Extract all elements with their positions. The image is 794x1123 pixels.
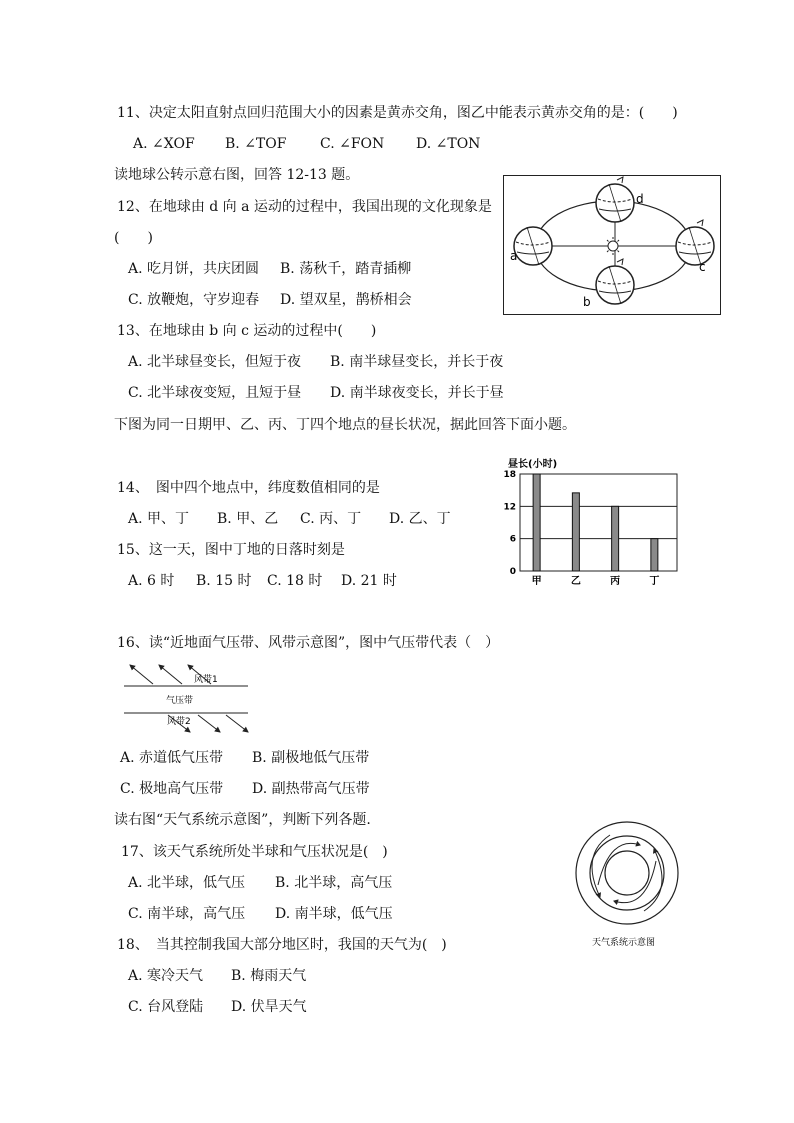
q12-option-b: B. 荡秋千，踏青插柳	[280, 261, 412, 277]
chart-xtick-label: 丙	[610, 576, 621, 587]
q13-option-b: B. 南半球昼变长，并长于夜	[330, 354, 504, 370]
q12-option-a: A. 吃月饼，共庆团圆	[128, 261, 260, 277]
q15-stem: 15、这一天，图中丁地的日落时刻是	[117, 542, 345, 558]
q16-stem: 16、读“近地面气压带、风带示意图”，图中气压带代表（ ）	[117, 635, 500, 651]
chart-bar	[533, 474, 540, 571]
q14-option-a: A. 甲、丁	[128, 511, 190, 527]
q16-option-a: A. 赤道低气压带	[120, 750, 224, 766]
label-wind-belt-2: 风带2	[167, 717, 191, 727]
q15-option-c: C. 18 时	[267, 573, 323, 589]
q11-option-d: D. ∠TON	[416, 136, 481, 152]
q11-option-c: C. ∠FON	[320, 136, 385, 152]
chart-ytick-label: 0	[509, 567, 516, 577]
q11-option-a: A. ∠XOF	[133, 136, 195, 152]
orbit-label-a: a	[510, 249, 518, 263]
q17-stem: 17、该天气系统所处半球和气压状况是( )	[121, 844, 388, 860]
q12-option-d: D. 望双星，鹊桥相会	[280, 292, 412, 308]
q18-option-b: B. 梅雨天气	[231, 968, 307, 984]
label-pressure-belt: 气压带	[166, 696, 194, 706]
orbit-label-b: b	[583, 295, 591, 309]
chart-xtick-label: 甲	[531, 576, 542, 587]
weather-system-figure	[570, 815, 685, 950]
orbit-label-c: c	[699, 260, 706, 274]
q11-stem: 11、决定太阳直射点回归范围大小的因素是黄赤交角，图乙中能表示黄赤交角的是：( )	[117, 105, 678, 121]
q15-option-d: D. 21 时	[341, 573, 397, 589]
q18-stem: 18、 当其控制我国大部分地区时，我国的天气为( )	[117, 937, 447, 953]
chart-bar	[572, 493, 579, 571]
day-length-bar-chart	[495, 455, 685, 590]
q16-option-b: B. 副极地低气压带	[252, 750, 370, 766]
q16-option-c: C. 极地高气压带	[120, 781, 224, 797]
intro-17-18: 读右图“天气系统示意图”，判断下列各题.	[114, 812, 371, 828]
q13-stem: 13、在地球由 b 向 c 运动的过程中( )	[117, 323, 377, 339]
intro-14-15: 下图为同一日期甲、乙、丙、丁四个地点的昼长状况，据此回答下面小题。	[114, 417, 576, 433]
chart-ytick-label: 12	[503, 502, 516, 513]
q17-option-c: C. 南半球，高气压	[128, 906, 246, 922]
earth-orbit-figure	[503, 175, 721, 315]
chart-bar	[612, 506, 619, 571]
label-wind-belt-1: 风带1	[194, 675, 218, 685]
chart-ytick-label: 6	[509, 534, 516, 545]
q12-stem: 12、在地球由 d 向 a 运动的过程中，我国出现的文化现象是	[117, 199, 492, 215]
q12-option-c: C. 放鞭炮，守岁迎春	[128, 292, 260, 308]
q18-option-c: C. 台风登陆	[128, 999, 204, 1015]
q14-stem: 14、 图中四个地点中，纬度数值相同的是	[117, 480, 380, 496]
q18-option-d: D. 伏旱天气	[231, 999, 307, 1015]
q12-stem-bracket: ( )	[114, 230, 153, 246]
orbit-label-d: d	[636, 192, 644, 206]
chart-ytick-label: 18	[503, 470, 516, 480]
q17-option-d: D. 南半球，低气压	[275, 906, 393, 922]
q18-option-a: A. 寒冷天气	[128, 968, 204, 984]
q15-option-a: A. 6 时	[128, 573, 175, 589]
earth-a-icon	[514, 227, 552, 265]
chart-ylabel: 昼长(小时)	[508, 459, 558, 470]
chart-xtick-label: 乙	[570, 576, 581, 587]
q11-option-b: B. ∠TOF	[225, 136, 287, 152]
q14-option-c: C. 丙、丁	[300, 511, 362, 527]
chart-bar	[651, 539, 658, 571]
q13-option-a: A. 北半球昼变长，但短于夜	[128, 354, 302, 370]
q16-option-d: D. 副热带高气压带	[252, 781, 370, 797]
chart-xtick-label: 丁	[649, 576, 660, 587]
q13-option-c: C. 北半球夜变短，且短于昼	[128, 385, 302, 401]
pressure-wind-belt-figure	[120, 662, 256, 736]
rotation-arrows	[592, 835, 662, 911]
q17-option-a: A. 北半球，低气压	[128, 875, 246, 891]
weather-figure-caption: 天气系统示意图	[592, 938, 656, 948]
intro-12-13: 读地球公转示意右图，回答 12-13 题。	[114, 167, 360, 183]
q15-option-b: B. 15 时	[196, 573, 252, 589]
q14-option-b: B. 甲、乙	[217, 511, 279, 527]
q13-option-d: D. 南半球夜变长，并长于昼	[330, 385, 504, 401]
q14-option-d: D. 乙、丁	[389, 511, 451, 527]
q17-option-b: B. 北半球，高气压	[275, 875, 393, 891]
